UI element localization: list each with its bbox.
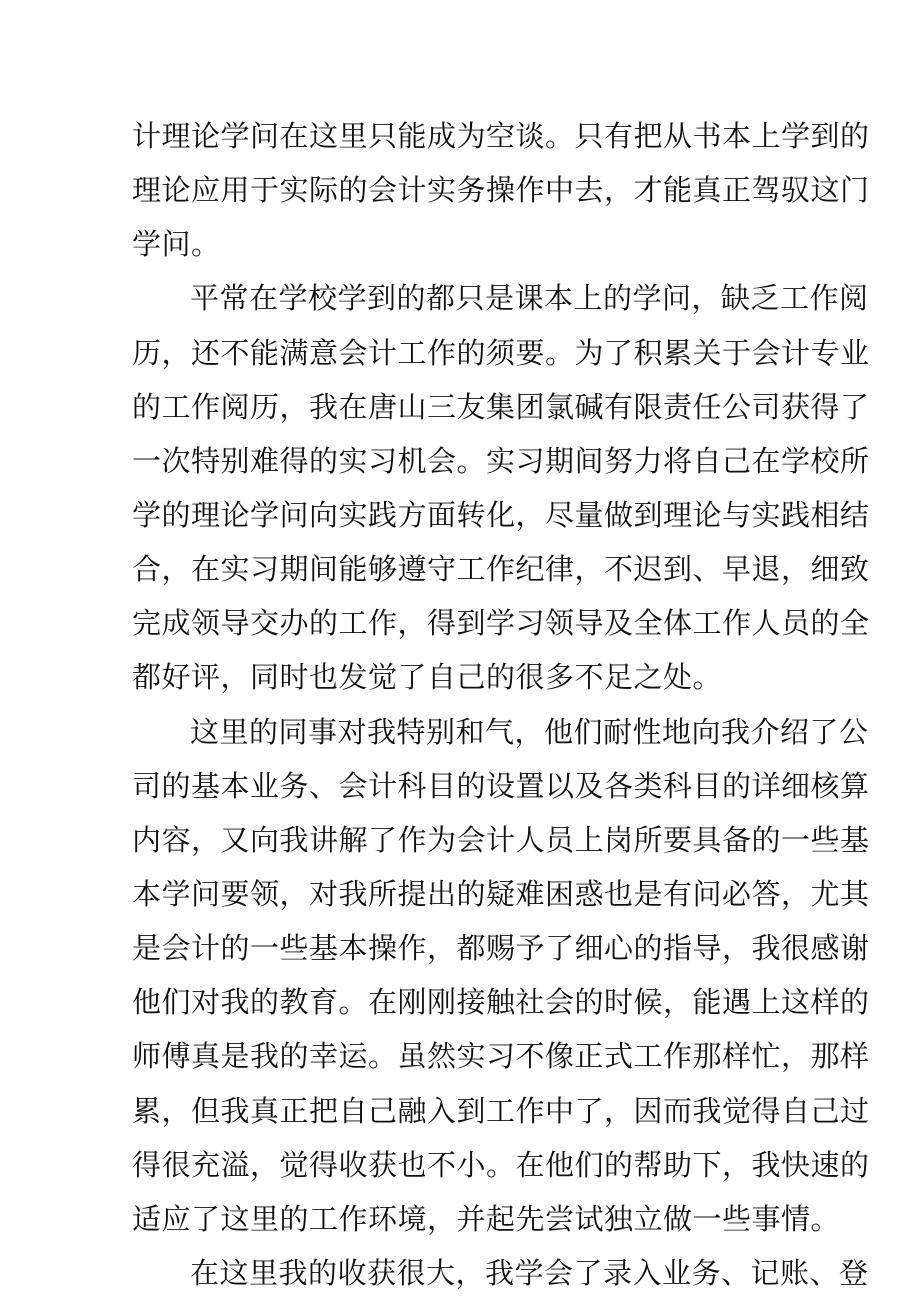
text-line: 合，在实习期间能够遵守工作纪律，不迟到、早退，细致 bbox=[132, 552, 870, 587]
document-body bbox=[132, 109, 870, 1300]
text-line: 理论应用于实际的会计实务操作中去，才能真正驾驭这门 bbox=[132, 173, 870, 208]
paragraph-1 bbox=[132, 109, 870, 271]
text-line: 学问。 bbox=[132, 227, 221, 262]
text-line: 内容，又向我讲解了作为会计人员上岗所要具备的一些基 bbox=[132, 822, 870, 857]
text-line: 平常在学校学到的都只是课本上的学问，缺乏工作阅 bbox=[190, 281, 869, 316]
text-line: 完成领导交办的工作，得到学习领导及全体工作人员的全 bbox=[132, 606, 870, 641]
text-line: 是会计的一些基本操作，都赐予了细心的指导，我很感谢 bbox=[132, 931, 870, 966]
text-line: 得很充溢，觉得收获也不小。在他们的帮助下，我快速的 bbox=[132, 1147, 870, 1182]
text-line: 学的理论学问向实践方面转化，尽量做到理论与实践相结 bbox=[132, 497, 870, 532]
text-line: 计理论学问在这里只能成为空谈。只有把从书本上学到的 bbox=[132, 119, 870, 153]
text-line: 的工作阅历，我在唐山三友集团氯碱有限责任公司获得了 bbox=[132, 389, 870, 424]
text-line: 适应了这里的工作环境，并起先尝试独立做一些事情。 bbox=[132, 1201, 841, 1236]
paragraph-3 bbox=[132, 705, 870, 1246]
paragraph-2 bbox=[132, 271, 870, 704]
paragraph-4 bbox=[132, 1246, 869, 1300]
text-line: 师傅真是我的幸运。虽然实习不像正式工作那样忙，那样 bbox=[132, 1039, 870, 1074]
text-line: 他们对我的教育。在刚刚接触社会的时候，能遇上这样的 bbox=[132, 985, 870, 1020]
text-line: 司的基本业务、会计科目的设置以及各类科目的详细核算 bbox=[132, 768, 870, 803]
text-line: 都好评，同时也发觉了自己的很多不足之处。 bbox=[132, 660, 723, 695]
text-line: 在这里我的收获很大，我学会了录入业务、记账、登 bbox=[190, 1255, 869, 1290]
text-line: 这里的同事对我特别和气，他们耐性地向我介绍了公 bbox=[190, 714, 869, 749]
text-line: 历，还不能满意会计工作的须要。为了积累关于会计专业 bbox=[132, 335, 870, 370]
text-line: 一次特别难得的实习机会。实习期间努力将自己在学校所 bbox=[132, 443, 870, 478]
text-line: 本学问要领，对我所提出的疑难困惑也是有问必答，尤其 bbox=[132, 876, 870, 911]
text-line: 累，但我真正把自己融入到工作中了，因而我觉得自己过 bbox=[132, 1093, 870, 1128]
